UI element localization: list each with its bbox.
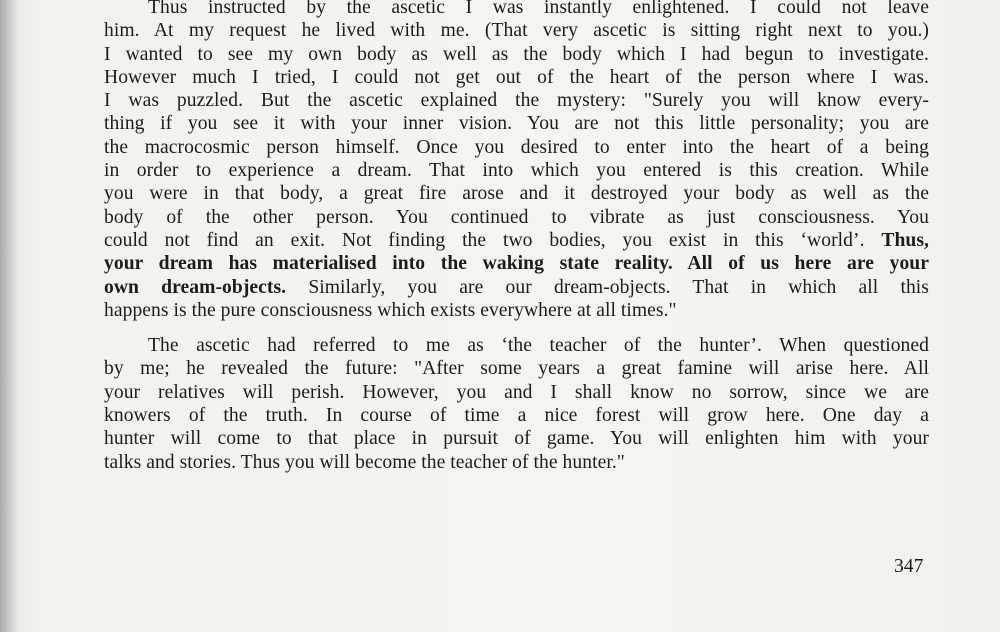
text-run: Similarly, you are our dream-objects. That in which all this — [308, 276, 929, 298]
paragraph — [104, 334, 929, 474]
text-line: The ascetic had referred to me as ‘the teacher of the hunter’. When questioned — [148, 335, 929, 357]
paragraph-spacer — [104, 322, 929, 334]
text-line-mixed — [104, 229, 929, 252]
text-line: knowers of the truth. In course of time a nice forest will grow here. One day a — [104, 405, 929, 427]
bold-text-run: own dream-objects. — [104, 276, 287, 298]
bold-text-run: your dream has materialised into the waking state reality. All of us here are your — [104, 253, 929, 275]
text-line: I wanted to see my own body as well as the body which I had begun to investigate. — [104, 43, 929, 65]
text-line-bold — [104, 252, 929, 275]
text-line-mixed — [104, 276, 929, 299]
text-line: the macrocosmic person himself. Once you desired to enter into the heart of a being — [104, 136, 929, 158]
text-run: could not find an exit. Not finding the two bodies, you exist in this ‘world’. — [104, 229, 865, 251]
text-line: him. At my request he lived with me. (That very ascetic is sitting right next to you.) — [104, 20, 929, 42]
page-number: 347 — [894, 556, 924, 577]
body-text — [104, 0, 929, 474]
page-gutter-shadow — [0, 0, 18, 632]
text-line: you were in that body, a great fire arose and it destroyed your body as well as the — [104, 183, 929, 205]
text-line: I was puzzled. But the ascetic explained the mystery: "Surely you will know every- — [104, 90, 929, 112]
text-line: thing if you see it with your inner vision. You are not this little personality; you are — [104, 113, 929, 135]
bold-text-run: Thus, — [881, 229, 929, 251]
text-line: body of the other person. You continued to vibrate as just consciousness. You — [104, 206, 929, 228]
text-line: However much I tried, I could not get out of the heart of the person where I was. — [104, 66, 929, 88]
text-line: hunter will come to that place in pursuit of game. You will enlighten him with your — [104, 428, 929, 450]
text-line: happens is the pure consciousness which exists everywhere at all times." — [104, 299, 677, 321]
paragraph — [104, 0, 929, 322]
text-line: by me; he revealed the future: "After some years a great famine will arise here. All — [104, 358, 929, 380]
text-line: in order to experience a dream. That into which you entered is this creation. While — [104, 160, 929, 182]
text-line: Thus instructed by the ascetic I was instantly enlightened. I could not leave — [148, 0, 929, 18]
text-line: talks and stories. Thus you will become the teacher of the hunter." — [104, 451, 625, 473]
text-line: your relatives will perish. However, you and I shall know no sorrow, since we are — [104, 381, 929, 403]
